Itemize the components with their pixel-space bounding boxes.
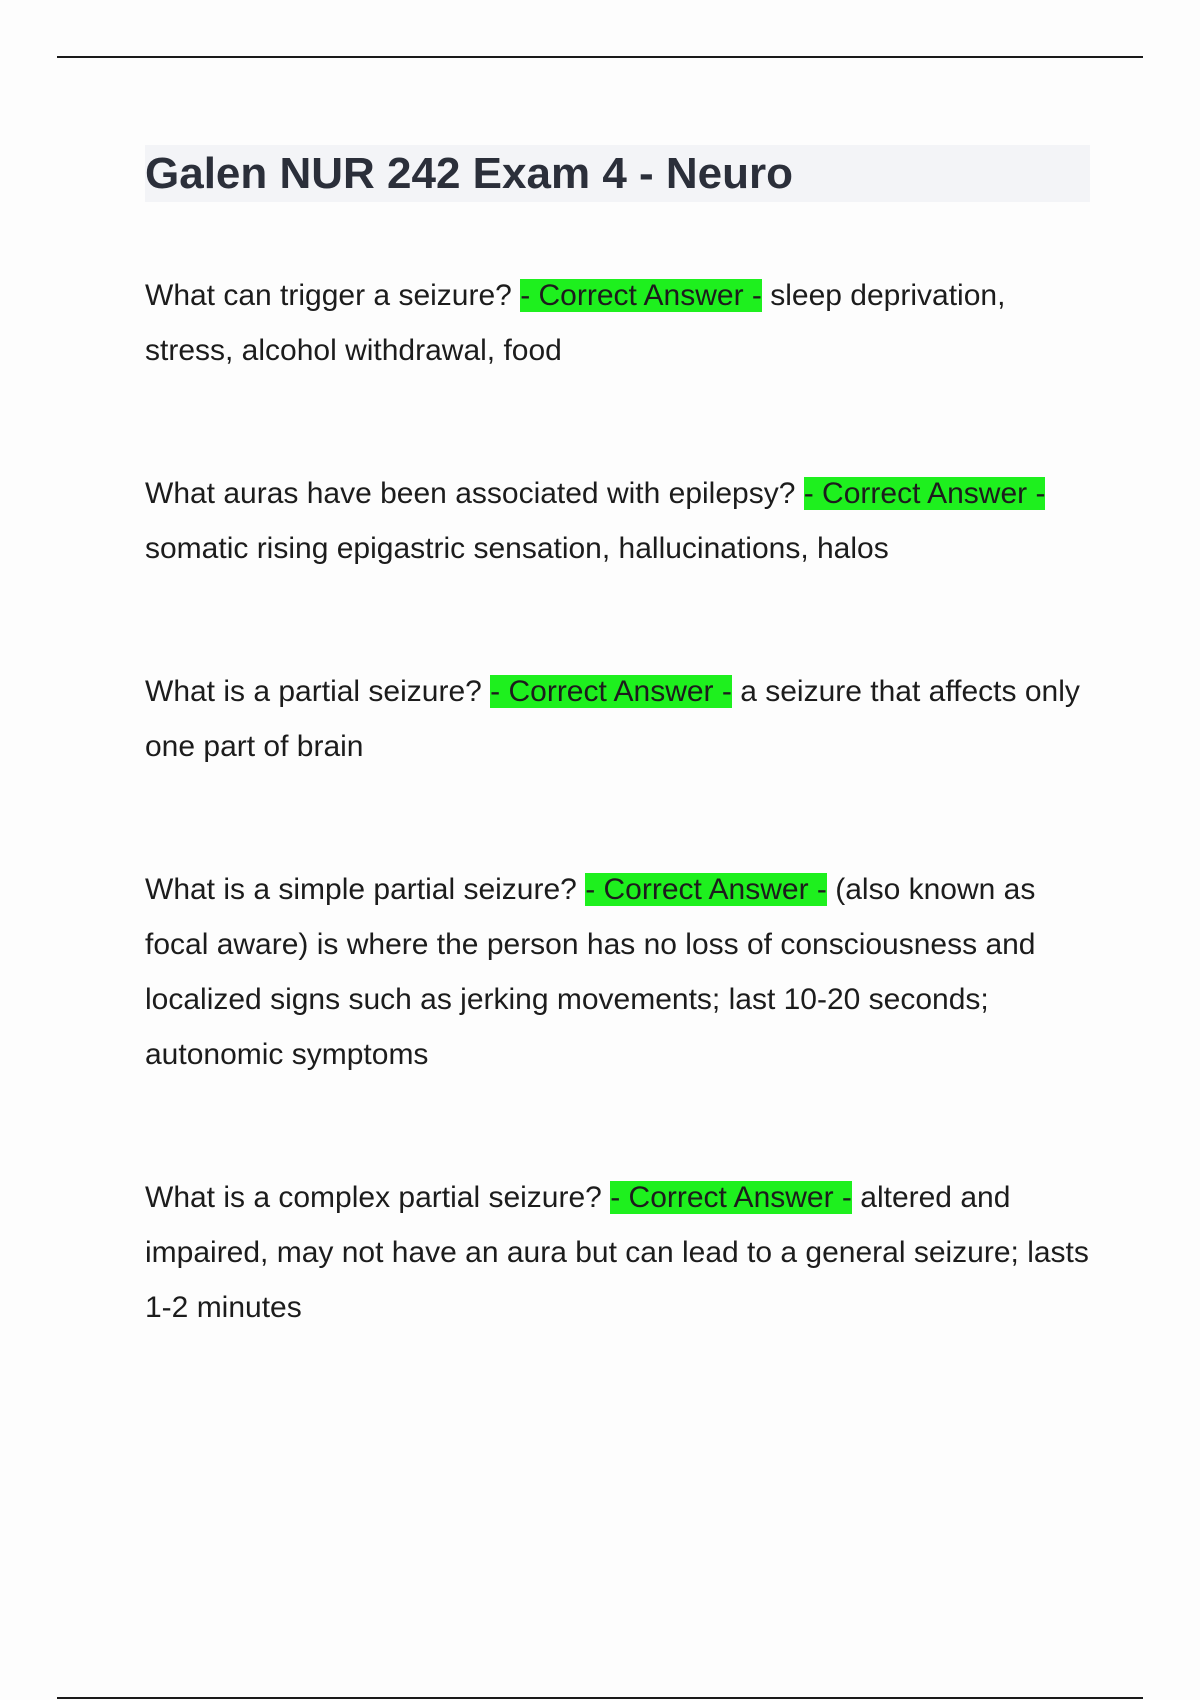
answer-text: altered and impaired, may not have an aura but can lead to a general seizure; lasts 1-2 minutes (145, 1181, 1089, 1324)
correct-answer-label: - Correct Answer - (520, 279, 762, 312)
top-rule (57, 56, 1143, 58)
document-body (145, 145, 1090, 1423)
bottom-rule (57, 1697, 1143, 1699)
qa-item (145, 1170, 1090, 1335)
question-text: What is a complex partial seizure? (145, 1181, 602, 1214)
question-text: What auras have been associated with epilepsy? (145, 477, 796, 510)
question-text: What can trigger a seizure? (145, 279, 512, 312)
qa-item (145, 862, 1090, 1082)
title-box (145, 145, 1090, 202)
correct-answer-label: - Correct Answer - (490, 675, 732, 708)
qa-item (145, 466, 1090, 576)
correct-answer-label: - Correct Answer - (610, 1181, 852, 1214)
qa-item (145, 268, 1090, 378)
qa-item (145, 664, 1090, 774)
answer-text: a seizure that affects only one part of brain (145, 675, 1080, 763)
correct-answer-label: - Correct Answer - (585, 873, 827, 906)
answer-text: (also known as focal aware) is where the person has no loss of consciousness and localized signs such as jerking movements; last 10-20 seconds; autonomic symptoms (145, 873, 1036, 1071)
answer-text: sleep deprivation, stress, alcohol withdrawal, food (145, 279, 1006, 367)
answer-text: somatic rising epigastric sensation, hallucinations, halos (145, 532, 889, 565)
question-text: What is a partial seizure? (145, 675, 482, 708)
correct-answer-label: - Correct Answer - (803, 477, 1046, 510)
document-title: Galen NUR 242 Exam 4 - Neuro (145, 148, 794, 198)
question-text: What is a simple partial seizure? (145, 873, 577, 906)
